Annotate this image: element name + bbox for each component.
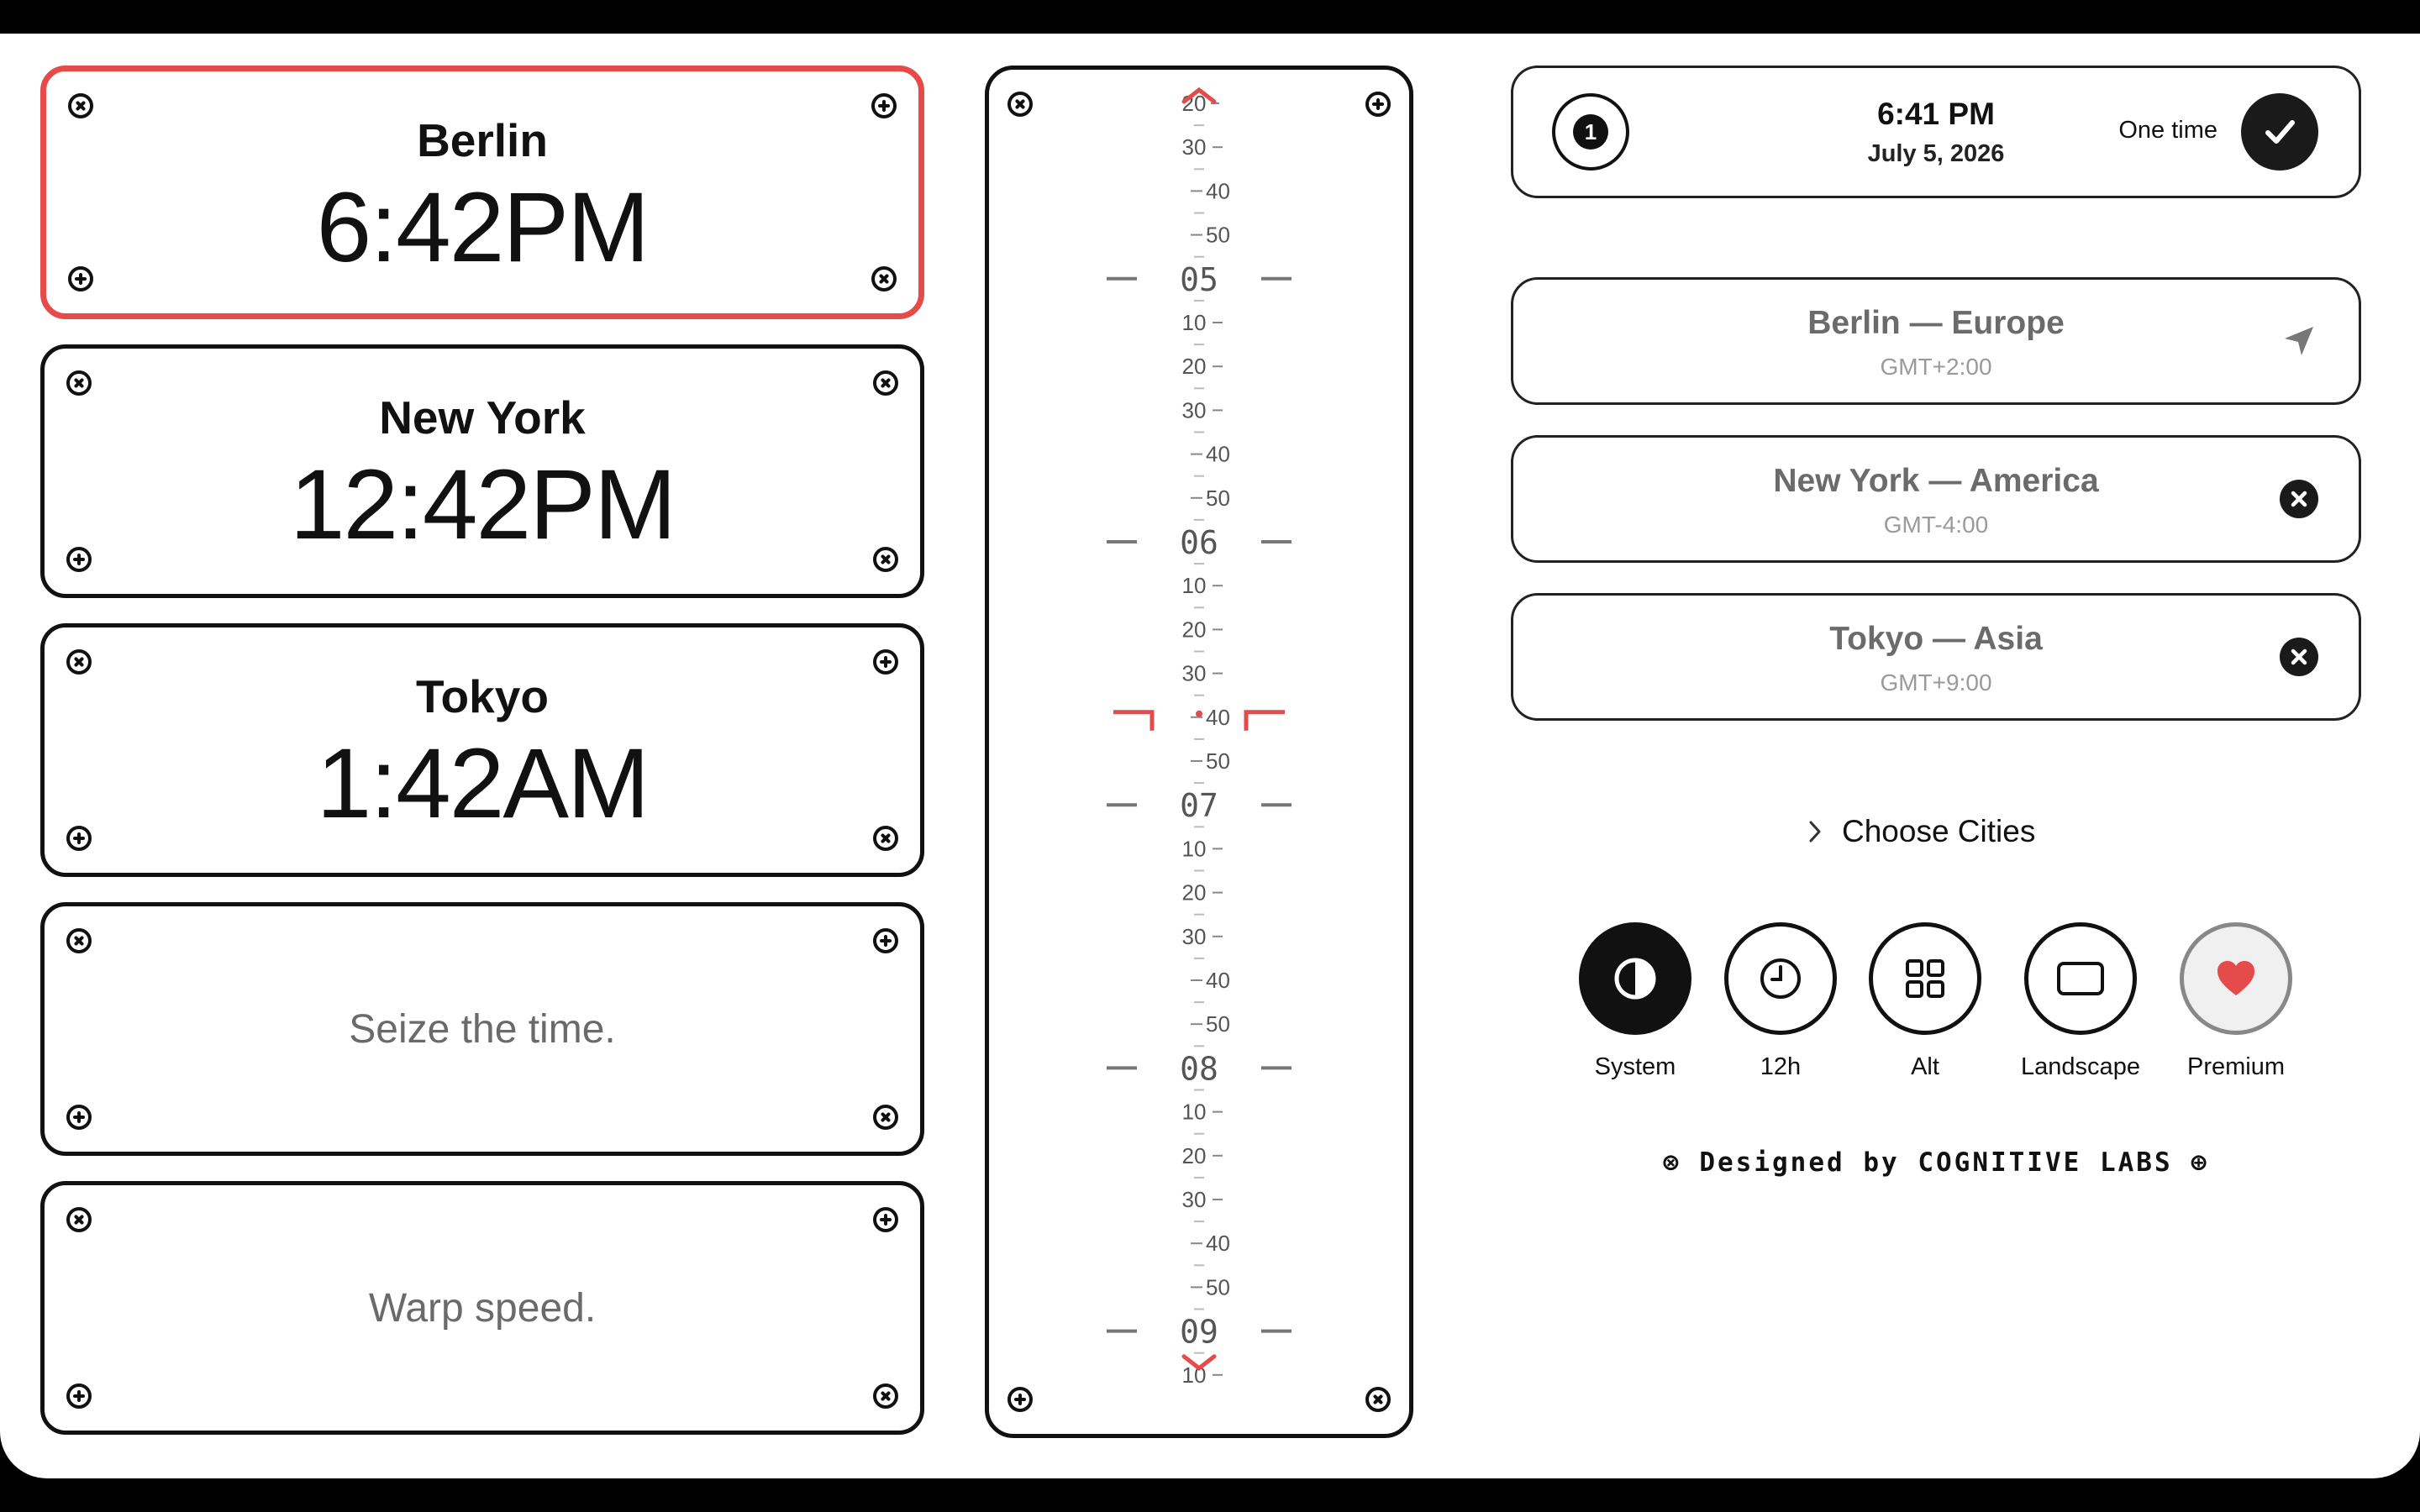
clock-city: New York <box>379 391 586 444</box>
city-timezone: GMT-4:00 <box>1883 512 1989 538</box>
clock-city: Tokyo <box>416 670 549 722</box>
time-ruler[interactable] <box>985 66 1413 1438</box>
alarm-time: 6:41 PM <box>1877 97 1995 131</box>
choose-cities-label: Choose Cities <box>1842 814 2036 848</box>
ruler-label: 30 <box>1181 660 1207 686</box>
option-label: Landscape <box>2021 1053 2140 1080</box>
option-system[interactable] <box>1568 922 1702 1081</box>
option-circle[interactable] <box>1579 922 1691 1035</box>
ruler-label: 30 <box>1181 397 1207 423</box>
ruler-scale[interactable] <box>989 70 1409 1434</box>
ruler-label: 10 <box>1181 1099 1207 1125</box>
alarm-index: 1 <box>1573 114 1608 150</box>
alarm-frequency[interactable]: One time <box>2118 117 2217 144</box>
heart-icon <box>2212 955 2260 1002</box>
choose-cities-button[interactable] <box>1807 806 2075 857</box>
screw-icon: ⊕ <box>2191 1147 2209 1178</box>
ruler-label: 40 <box>1206 704 1230 730</box>
option-circle[interactable] <box>1724 922 1837 1035</box>
current-time-bracket <box>1246 712 1285 731</box>
landscape-icon <box>2055 955 2106 1002</box>
half-circle-icon <box>1612 955 1659 1002</box>
app-window <box>0 34 2420 1478</box>
remove-icon[interactable] <box>2280 480 2318 518</box>
city-name: Berlin — Europe <box>1807 305 2065 341</box>
ruler-label: 40 <box>1206 968 1230 993</box>
option-circle[interactable] <box>2180 922 2292 1035</box>
ruler-label: 40 <box>1206 178 1230 204</box>
option-label: System <box>1594 1053 1676 1080</box>
clock-city: Berlin <box>417 114 548 166</box>
city-name: New York — America <box>1773 463 2099 499</box>
city-name: Tokyo — Asia <box>1829 621 2043 657</box>
ruler-label: 50 <box>1206 485 1230 511</box>
ruler-label: 50 <box>1206 1011 1230 1037</box>
ruler-label: 30 <box>1181 134 1207 160</box>
option-circle[interactable] <box>2024 922 2137 1035</box>
quote-text: Warp speed. <box>368 1285 597 1331</box>
city-timezone: GMT+9:00 <box>1880 669 1992 696</box>
city-row-berlin[interactable] <box>1511 277 2361 405</box>
ruler-label: 50 <box>1206 748 1230 774</box>
chevron-right-icon <box>1807 818 1823 845</box>
ruler-label: 50 <box>1206 1274 1230 1300</box>
city-row-new-york[interactable] <box>1511 435 2361 563</box>
credit-text: Designed by COGNITIVE LABS <box>1699 1147 2173 1178</box>
option-premium[interactable] <box>2169 922 2303 1081</box>
grid-icon <box>1902 955 1949 1002</box>
quote-card[interactable] <box>40 902 924 1156</box>
clock-card-berlin[interactable] <box>40 66 924 319</box>
ruler-label: 20 <box>1181 879 1207 906</box>
city-row-tokyo[interactable] <box>1511 593 2361 721</box>
clock-time: 6:42PM <box>316 172 649 283</box>
ruler-label: 10 <box>1181 310 1207 335</box>
ruler-label: 10 <box>1181 573 1207 599</box>
clock-card-new-york[interactable] <box>40 344 924 598</box>
credit-line <box>1511 1147 2361 1178</box>
location-arrow-icon[interactable] <box>2280 322 2318 360</box>
ruler-label: 50 <box>1206 222 1230 248</box>
option-alt[interactable] <box>1858 922 1992 1081</box>
option-label: 12h <box>1760 1053 1802 1080</box>
ruler-label: 40 <box>1206 1231 1230 1257</box>
ruler-hour-label: 07 <box>1180 787 1218 825</box>
ruler-label: 30 <box>1181 923 1207 949</box>
ruler-label: 20 <box>1181 91 1207 116</box>
option-circle[interactable] <box>1869 922 1981 1035</box>
ruler-hour-label: 09 <box>1180 1313 1218 1351</box>
ruler-label: 10 <box>1181 836 1207 862</box>
confirm-button[interactable] <box>2241 93 2318 171</box>
option-label: Alt <box>1911 1053 1939 1080</box>
ruler-label: 10 <box>1181 1362 1207 1388</box>
alarm-date: July 5, 2026 <box>1867 140 2005 167</box>
ruler-label: 20 <box>1181 354 1207 380</box>
quote-text: Seize the time. <box>349 1006 616 1052</box>
clock-time: 12:42PM <box>289 449 676 560</box>
clock-card-tokyo[interactable] <box>40 623 924 877</box>
ruler-hour-label: 08 <box>1180 1050 1218 1088</box>
option-12h[interactable] <box>1713 922 1848 1081</box>
quote-card[interactable] <box>40 1181 924 1435</box>
remove-icon[interactable] <box>2280 638 2318 676</box>
option-label: Premium <box>2186 1053 2285 1080</box>
current-time-bracket <box>1113 712 1152 731</box>
checkmark-icon <box>2260 112 2300 152</box>
current-time-dot <box>1196 711 1202 717</box>
ruler-label: 30 <box>1181 1187 1207 1212</box>
option-landscape[interactable] <box>2013 922 2148 1081</box>
ruler-label: 20 <box>1181 1142 1207 1168</box>
alarm-summary[interactable] <box>1511 66 2361 198</box>
ruler-label: 20 <box>1181 617 1207 643</box>
screw-icon: ⊗ <box>1663 1147 1681 1178</box>
ruler-hour-label: 05 <box>1180 260 1218 298</box>
city-timezone: GMT+2:00 <box>1880 354 1992 380</box>
clock-icon <box>1757 955 1804 1002</box>
ruler-label: 40 <box>1206 441 1230 467</box>
ruler-hour-label: 06 <box>1180 524 1218 561</box>
clock-time: 1:42AM <box>316 728 649 839</box>
